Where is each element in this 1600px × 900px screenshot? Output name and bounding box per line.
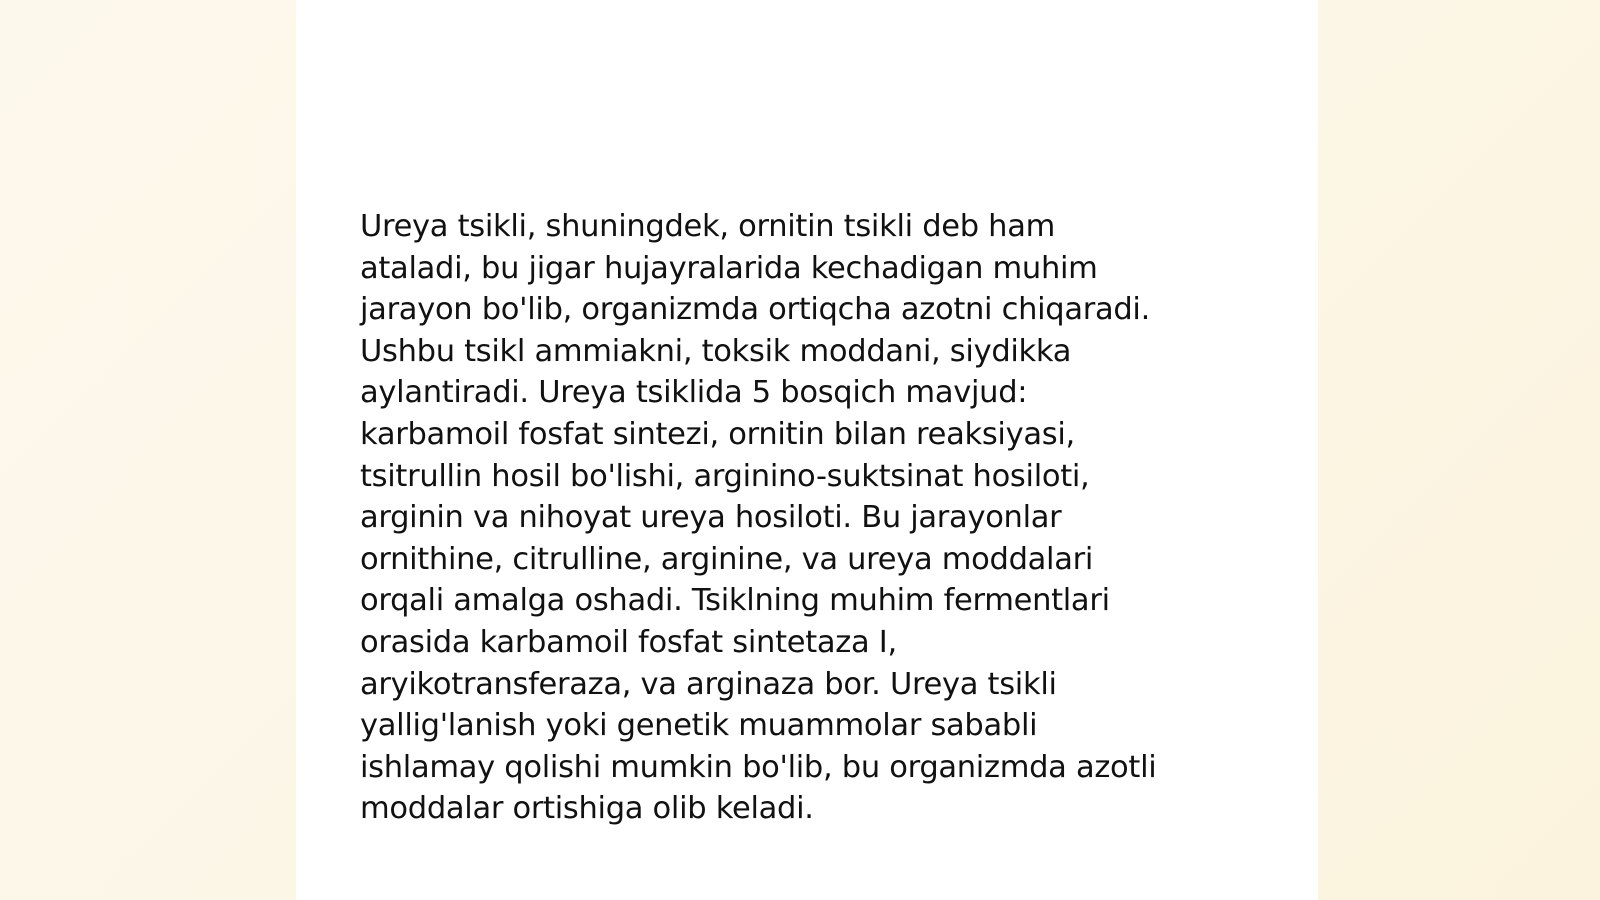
body-paragraph bbox=[360, 206, 1260, 830]
paragraph-line: ataladi, bu jigar hujayralarida kechadigan muhim bbox=[360, 250, 1098, 286]
paragraph-line: yallig'lanish yoki genetik muammolar sababli bbox=[360, 708, 1038, 744]
paragraph-line: moddalar ortishiga olib keladi. bbox=[360, 791, 814, 827]
paragraph-line: karbamoil fosfat sintezi, ornitin bilan reaksiyasi, bbox=[360, 416, 1075, 452]
paragraph-line: Ushbu tsikl ammiakni, toksik moddani, siydikka bbox=[360, 333, 1072, 369]
paragraph-line: arginin va nihoyat ureya hosiloti. Bu jarayonlar bbox=[360, 500, 1062, 536]
paragraph-line: aylantiradi. Ureya tsiklida 5 bosqich mavjud: bbox=[360, 375, 1028, 411]
paragraph-line: jarayon bo'lib, organizmda ortiqcha azotni chiqaradi. bbox=[360, 292, 1150, 328]
paragraph-line: ishlamay qolishi mumkin bo'lib, bu organizmda azotli bbox=[360, 749, 1157, 785]
paragraph-line: aryikotransferaza, va arginaza bor. Ureya tsikli bbox=[360, 666, 1057, 702]
slide-card bbox=[296, 0, 1318, 900]
paragraph-line: orasida karbamoil fosfat sintetaza I, bbox=[360, 624, 897, 660]
paragraph-line: tsitrullin hosil bo'lishi, arginino-suktsinat hosiloti, bbox=[360, 458, 1090, 494]
paragraph-line: Ureya tsikli, shuningdek, ornitin tsikli deb ham bbox=[360, 209, 1056, 244]
paragraph-line: ornithine, citrulline, arginine, va ureya moddalari bbox=[360, 541, 1094, 577]
paragraph-line: orqali amalga oshadi. Tsiklning muhim fermentlari bbox=[360, 583, 1110, 619]
